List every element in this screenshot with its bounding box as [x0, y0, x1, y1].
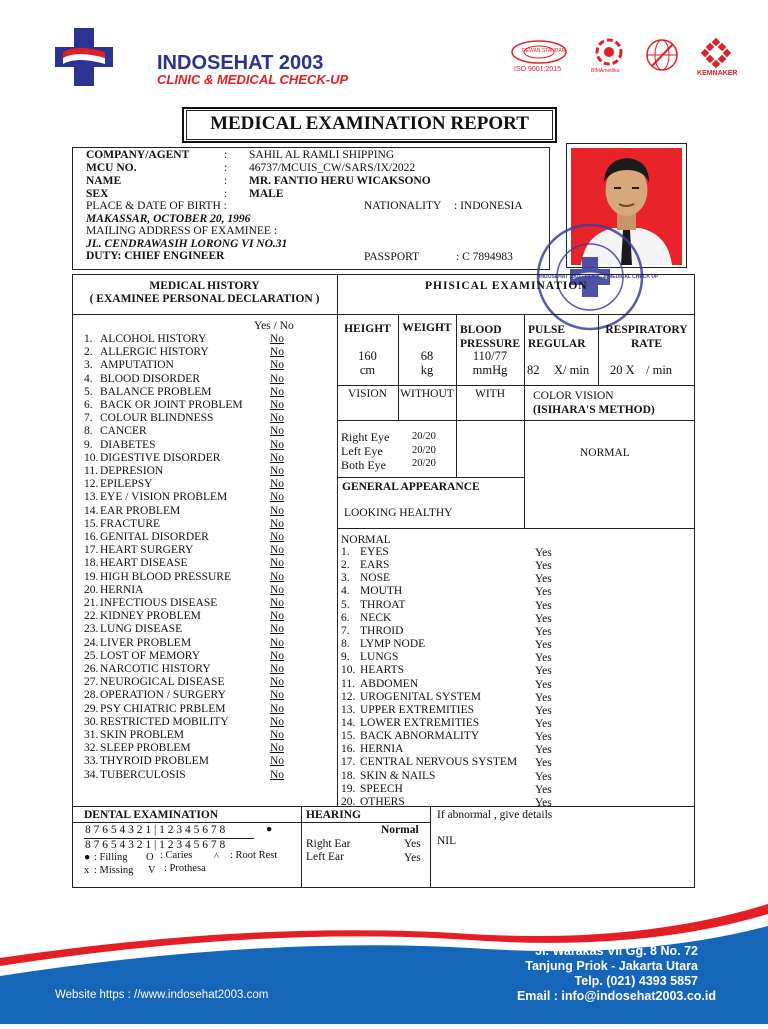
history-item-number: 3. — [84, 359, 93, 372]
sex-label: SEX — [86, 188, 109, 200]
history-item-answer: No — [270, 649, 285, 662]
system-item-name: UPPER EXTREMITIES — [360, 703, 475, 716]
legend-prothesa-text: : Prothesa — [164, 863, 206, 874]
system-item-answer: Yes — [535, 744, 552, 757]
system-item-number: 6. — [341, 611, 350, 624]
company-value: SAHIL AL RAMLI SHIPPING — [249, 149, 395, 161]
system-item-number: 1. — [341, 546, 350, 558]
history-item-answer: No — [270, 425, 285, 438]
history-item-name: LOST OF MEMORY — [100, 649, 201, 662]
system-item-number: 17. — [341, 756, 356, 769]
legend-missing-symbol: x — [84, 865, 90, 876]
system-item-name: THROID — [360, 624, 404, 637]
system-item-answer: Yes — [535, 586, 552, 599]
sex-value: MALE — [249, 188, 284, 200]
system-item-name: EYES — [360, 546, 389, 558]
system-item-answer: Yes — [535, 599, 552, 612]
history-item-answer: No — [270, 346, 285, 359]
name-value: MR. FANTIO HERU WICAKSONO — [249, 175, 431, 187]
history-item-name: LUNG DISEASE — [100, 623, 183, 636]
history-item-number: 28. — [84, 689, 99, 702]
system-item-name: THROAT — [360, 598, 406, 611]
globe-cert-logo — [645, 38, 679, 72]
birth-value: MAKASSAR, OCTOBER 20, 1996 — [86, 213, 251, 225]
system-item-name: OTHERS — [360, 795, 405, 808]
history-item-number: 24. — [84, 636, 99, 649]
history-item-answer: No — [270, 702, 285, 715]
history-item-name: COLOUR BLINDNESS — [100, 412, 214, 425]
left-ear-value: Yes — [404, 852, 421, 864]
weight-unit: kg — [420, 363, 434, 377]
system-item-name: BACK ABNORMALITY — [360, 730, 480, 743]
history-item-name: BACK OR JOINT PROBLEM — [100, 399, 243, 411]
respiratory-value: 20 X — [610, 363, 635, 377]
with-label: WITH — [474, 388, 505, 400]
history-item-number: 34. — [84, 768, 99, 781]
yes-no-header: Yes / No — [254, 320, 294, 332]
clinic-logo — [55, 28, 113, 86]
history-item-number: 6. — [84, 399, 93, 411]
normal-label: NORMAL — [341, 534, 391, 546]
history-item-answer: No — [270, 729, 285, 741]
history-item-name: INFECTIOUS DISEASE — [100, 597, 218, 609]
history-item-answer: No — [270, 583, 285, 596]
system-item-name: MOUTH — [360, 585, 403, 598]
history-item-number: 26. — [84, 663, 99, 675]
name-colon: : — [224, 175, 228, 187]
height-value: 160 — [358, 349, 377, 363]
history-item-answer: No — [270, 438, 285, 451]
passport-label: PASSPORT — [364, 251, 420, 263]
bimamedika-logo — [592, 38, 626, 68]
physical-exam-title: PHISICAL EXAMINATION — [425, 280, 588, 292]
history-item-name: SLEEP PROBLEM — [100, 742, 191, 755]
system-item-answer: Yes — [535, 704, 552, 717]
system-item-name: LUNGS — [360, 651, 399, 664]
history-item-name: PSY CHIATRIC PRBLEM — [100, 702, 226, 715]
system-item-name: LYMP NODE — [360, 638, 426, 651]
mcu-colon: : — [224, 162, 228, 174]
kemnaker-label: KEMNAKER — [697, 70, 738, 77]
right-ear-label: Right Ear — [306, 838, 351, 850]
blood-pressure-unit: mmHg — [472, 363, 508, 377]
mcu-value: 46737/MCUIS_CW/SARS/IX/2022 — [249, 162, 416, 174]
blood-pressure-value: 110/77 — [472, 349, 508, 363]
footer-address-line2: Tanjung Priok - Jakarta Utara — [525, 959, 698, 973]
history-item-number: 10. — [84, 451, 99, 464]
system-item-number: 3. — [341, 572, 350, 585]
weight-header: WEIGHT — [402, 322, 452, 334]
right-eye-value: 20/20 — [412, 431, 436, 442]
height-unit: cm — [359, 363, 376, 377]
history-item-name: DEPRESION — [100, 465, 164, 477]
pulse-value: 82 — [527, 363, 540, 377]
history-item-name: DIGESTIVE DISORDER — [100, 451, 221, 464]
history-item-answer: No — [270, 465, 285, 477]
history-item-number: 21. — [84, 597, 99, 609]
history-item-name: NARCOTIC HISTORY — [100, 663, 211, 675]
system-item-answer: Yes — [535, 757, 552, 770]
history-item-number: 13. — [84, 491, 99, 504]
history-item-name: BLOOD DISORDER — [100, 372, 200, 385]
both-eye-label: Both Eye — [341, 458, 386, 472]
legend-filling-text: : Filling — [94, 852, 128, 863]
history-item-name: SKIN PROBLEM — [100, 729, 185, 741]
dental-upper-row: 8 7 6 5 4 3 2 1 | 1 2 3 4 5 6 7 8 — [85, 824, 226, 836]
history-item-answer: No — [270, 399, 285, 411]
system-item-number: 13. — [341, 703, 356, 716]
passport-value: : C 7894983 — [456, 251, 513, 263]
system-item-number: 4. — [341, 585, 350, 598]
history-item-number: 30. — [84, 715, 99, 728]
system-item-name: ABDOMEN — [360, 677, 419, 690]
color-vision-method: (ISIHARA'S METHOD) — [533, 404, 655, 416]
system-item-name: NECK — [360, 611, 392, 624]
company-label: COMPANY/AGENT — [86, 149, 190, 161]
system-item-number: 5. — [341, 598, 350, 611]
without-label: WITHOUT — [400, 388, 454, 400]
footer-website[interactable]: Website https : //www.indosehat2003.com — [55, 989, 269, 1001]
system-item-number: 7. — [341, 624, 350, 637]
system-item-number: 19. — [341, 782, 356, 795]
history-item-answer: No — [270, 412, 285, 425]
history-item-number: 32. — [84, 742, 99, 755]
history-item-answer: No — [270, 597, 285, 609]
history-item-name: ALLERGIC HISTORY — [100, 346, 209, 359]
history-item-name: THYROID PROBLEM — [100, 755, 209, 768]
history-item-name: RESTRICTED MOBILITY — [100, 715, 229, 728]
color-vision-label: COLOR VISION — [533, 390, 614, 402]
history-item-answer: No — [270, 451, 285, 464]
brand-tagline: CLINIC & MEDICAL CHECK-UP — [157, 72, 349, 87]
system-item-number: 2. — [341, 559, 350, 572]
pulse-header: PULSE REGULAR — [528, 324, 586, 350]
right-eye-label: Right Eye — [341, 430, 390, 444]
history-item-number: 22. — [84, 610, 99, 623]
system-item-name: HEARTS — [360, 664, 405, 677]
mcu-label: MCU NO. — [86, 162, 137, 174]
system-item-answer: Yes — [535, 717, 552, 730]
history-item-name: KIDNEY PROBLEM — [100, 610, 201, 623]
system-item-name: SKIN & NAILS — [360, 769, 436, 782]
system-item-answer: Yes — [535, 783, 552, 796]
system-item-answer: Yes — [535, 691, 552, 704]
history-item-number: 17. — [84, 544, 99, 557]
system-item-number: 20. — [341, 795, 356, 808]
system-item-number: 16. — [341, 743, 356, 756]
history-item-answer: No — [270, 742, 285, 755]
history-item-number: 4. — [84, 372, 93, 385]
history-item-number: 23. — [84, 623, 99, 636]
system-item-answer: Yes — [535, 796, 552, 809]
nationality-value: : INDONESIA — [454, 200, 523, 212]
system-item-answer: Yes — [535, 665, 552, 678]
general-appearance-value: LOOKING HEALTHY — [344, 507, 453, 519]
history-item-number: 8. — [84, 425, 93, 438]
history-item-number: 14. — [84, 504, 99, 517]
system-item-number: 11. — [341, 677, 355, 690]
history-item-answer: No — [270, 372, 285, 385]
history-item-name: DIABETES — [100, 438, 156, 451]
history-item-answer: No — [270, 531, 285, 543]
abnormal-value: NIL — [437, 835, 457, 847]
history-item-number: 5. — [84, 385, 93, 398]
system-item-answer: Yes — [535, 573, 552, 586]
history-item-number: 12. — [84, 478, 99, 491]
brand-name: INDOSEHAT 2003 — [157, 52, 324, 74]
history-item-answer: No — [270, 663, 285, 675]
system-item-name: NOSE — [360, 572, 391, 585]
history-item-answer: No — [270, 610, 285, 623]
left-eye-value: 20/20 — [412, 445, 436, 456]
blood-pressure-header: BLOOD PRESSURE — [460, 324, 521, 350]
system-item-name: HERNIA — [360, 743, 404, 756]
history-item-number: 29. — [84, 702, 99, 715]
history-item-number: 15. — [84, 517, 99, 530]
system-item-answer: Yes — [535, 731, 552, 744]
legend-caries-text: : Caries — [160, 850, 193, 861]
dental-filling-mark: ● — [266, 824, 273, 835]
pulse-unit: X/ min — [554, 363, 590, 377]
system-item-name: UROGENITAL SYSTEM — [360, 690, 481, 703]
system-item-answer: Yes — [535, 639, 552, 652]
footer-email[interactable]: Email : info@indosehat2003.co.id — [516, 989, 716, 1003]
history-item-answer: No — [270, 768, 285, 781]
system-item-name: LOWER EXTREMITIES — [360, 716, 480, 729]
history-item-name: OPERATION / SURGERY — [100, 689, 226, 702]
name-label: NAME — [86, 175, 122, 187]
iso-cert-label: ISO 9001:2015 — [514, 66, 562, 73]
legend-missing-text: : Missing — [94, 865, 134, 876]
history-item-answer: No — [270, 544, 285, 557]
nationality-label: NATIONALITY — [364, 200, 442, 212]
hearing-title: HEARING — [306, 809, 361, 821]
system-item-answer: Yes — [535, 625, 552, 638]
system-item-number: 8. — [341, 638, 350, 651]
history-item-number: 19. — [84, 570, 99, 583]
history-item-number: 25. — [84, 649, 99, 662]
medical-history-title: MEDICAL HISTORY — [149, 280, 260, 292]
history-item-name: NEUROGICAL DISEASE — [100, 676, 225, 689]
history-item-answer: No — [270, 623, 285, 636]
history-item-number: 1. — [84, 333, 93, 345]
system-item-number: 14. — [341, 716, 356, 729]
history-item-number: 7. — [84, 412, 93, 425]
address-value: JL. CENDRAWASIH LORONG VI NO.31 — [86, 238, 288, 250]
height-header: HEIGHT — [344, 323, 391, 335]
footer-address-line1: Jl. Warakas VII Gg. 8 No. 72 — [535, 944, 698, 958]
history-item-name: CANCER — [100, 425, 147, 438]
respiratory-header: RESPIRATORY RATE — [605, 324, 688, 350]
history-item-number: 20. — [84, 583, 99, 596]
history-item-name: BALANCE PROBLEM — [100, 385, 212, 398]
left-eye-label: Left Eye — [341, 444, 383, 458]
legend-rootrest-text: : Root Rest — [230, 850, 278, 861]
kemnaker-logo — [700, 38, 732, 68]
both-eye-value: 20/20 — [412, 458, 436, 469]
medical-history-subtitle: ( EXAMINEE PERSONAL DECLARATION ) — [89, 293, 320, 305]
history-item-answer: No — [270, 491, 285, 504]
history-item-answer: No — [270, 636, 285, 649]
system-item-number: 9. — [341, 651, 350, 664]
abnormal-label: If abnormal , give details — [437, 809, 553, 821]
history-item-name: LIVER PROBLEM — [100, 636, 192, 649]
sex-colon: : — [224, 188, 228, 200]
history-item-answer: No — [270, 570, 285, 583]
vision-label: VISION — [348, 388, 387, 400]
history-item-answer: No — [270, 676, 285, 689]
history-item-name: HEART SURGERY — [100, 544, 194, 557]
dental-lower-row: 8 7 6 5 4 3 2 1 | 1 2 3 4 5 6 7 8 — [85, 839, 226, 851]
history-item-number: 18. — [84, 557, 99, 570]
history-item-name: EYE / VISION PROBLEM — [100, 491, 228, 504]
history-item-name: GENITAL DISORDER — [100, 531, 209, 543]
legend-filling-symbol: ● — [84, 852, 91, 863]
iso-cert-mark: DEWAN STANDAR — [522, 48, 566, 54]
duty-value: DUTY: CHIEF ENGINEER — [86, 250, 225, 262]
history-item-number: 16. — [84, 531, 99, 543]
system-item-answer: Yes — [535, 612, 552, 625]
hearing-normal-header: Normal — [381, 824, 419, 836]
company-colon: : — [224, 149, 228, 161]
left-ear-label: Left Ear — [306, 851, 344, 863]
system-item-answer: Yes — [535, 770, 552, 783]
stamp-text: INDOSEHAT 2003 · CLINIC & MEDICAL CHECK UP — [539, 274, 659, 280]
history-item-name: AMPUTATION — [100, 359, 174, 372]
history-item-name: EAR PROBLEM — [100, 504, 181, 517]
system-item-number: 10. — [341, 664, 356, 677]
history-item-answer: No — [270, 478, 285, 491]
history-item-answer: No — [270, 504, 285, 517]
history-item-name: EPILEPSY — [100, 478, 153, 491]
history-item-name: TUBERCULOSIS — [100, 768, 186, 781]
history-item-name: HIGH BLOOD PRESSURE — [100, 570, 231, 583]
history-item-number: 33. — [84, 755, 99, 768]
history-item-answer: No — [270, 689, 285, 702]
bimamedika-label: BIMAmedika — [591, 68, 620, 74]
history-item-number: 31. — [84, 729, 99, 741]
history-item-answer: No — [270, 517, 285, 530]
footer-phone: Telp. (021) 4393 5857 — [574, 974, 698, 988]
respiratory-unit: / min — [646, 363, 673, 377]
history-item-number: 11. — [84, 465, 98, 477]
legend-rootrest-symbol: ^ — [214, 852, 219, 863]
birth-label: PLACE & DATE OF BIRTH : — [86, 200, 227, 212]
history-item-number: 27. — [84, 676, 99, 689]
general-appearance-label: GENERAL APPEARANCE — [342, 481, 480, 493]
system-item-name: SPEECH — [360, 782, 403, 795]
history-item-name: HEART DISEASE — [100, 557, 188, 570]
right-ear-value: Yes — [404, 838, 421, 850]
system-item-answer: Yes — [535, 547, 552, 559]
system-item-answer: Yes — [535, 678, 552, 691]
system-item-number: 12. — [341, 690, 356, 703]
dental-title: DENTAL EXAMINATION — [84, 809, 219, 821]
history-item-answer: No — [270, 715, 285, 728]
page-title: MEDICAL EXAMINATION REPORT — [210, 113, 529, 134]
history-item-number: 2. — [84, 346, 93, 359]
history-item-answer: No — [270, 359, 285, 372]
legend-caries-symbol: O — [146, 852, 154, 863]
system-item-name: CENTRAL NERVOUS SYSTEM — [360, 756, 518, 769]
legend-prothesa-symbol: V — [148, 865, 156, 876]
history-item-name: ALCOHOL HISTORY — [100, 333, 207, 345]
history-item-name: HERNIA — [100, 583, 144, 596]
address-label: MAILING ADDRESS OF EXAMINEE : — [86, 225, 278, 237]
history-item-answer: No — [270, 557, 285, 570]
history-item-name: FRACTURE — [100, 517, 161, 530]
color-vision-result: NORMAL — [580, 447, 630, 459]
history-item-number: 9. — [84, 438, 93, 451]
history-item-answer: No — [270, 333, 285, 345]
system-item-answer: Yes — [535, 652, 552, 665]
system-item-answer: Yes — [535, 560, 552, 573]
weight-value: 68 — [420, 349, 434, 363]
history-item-answer: No — [270, 755, 285, 768]
system-item-number: 15. — [341, 730, 356, 743]
history-item-answer: No — [270, 385, 285, 398]
system-item-name: EARS — [360, 559, 390, 572]
system-item-number: 18. — [341, 769, 356, 782]
